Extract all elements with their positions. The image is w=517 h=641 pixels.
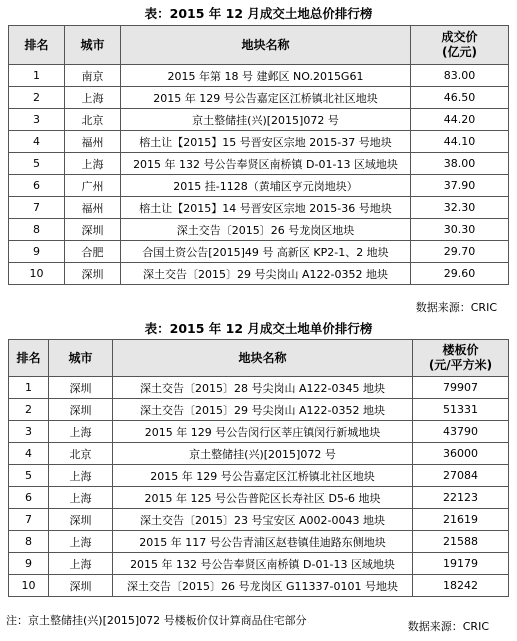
rank-cell: 8 xyxy=(9,219,65,241)
table-row xyxy=(9,575,509,597)
plot-name-cell: 深土交告〔2015〕29 号尖岗山 A122-0352 地块 xyxy=(121,263,411,285)
floor-price-header-unit: (元/平方米) xyxy=(428,358,493,372)
rank-cell: 9 xyxy=(9,553,49,575)
price-cell: 32.30 xyxy=(411,197,509,219)
city-cell: 上海 xyxy=(49,553,113,575)
table-row xyxy=(9,197,509,219)
floor-price-cell: 51331 xyxy=(413,399,509,421)
city-cell: 上海 xyxy=(49,465,113,487)
floor-price-cell: 22123 xyxy=(413,487,509,509)
city-cell: 上海 xyxy=(49,487,113,509)
floor-price-cell: 43790 xyxy=(413,421,509,443)
plot-name-cell: 榕土让【2015】14 号晋安区宗地 2015-36 号地块 xyxy=(121,197,411,219)
price-cell: 44.10 xyxy=(411,131,509,153)
table-row xyxy=(9,175,509,197)
table-row xyxy=(9,65,509,87)
table-row xyxy=(9,399,509,421)
city-cell: 深圳 xyxy=(49,509,113,531)
table-row xyxy=(9,465,509,487)
rank-cell: 1 xyxy=(9,65,65,87)
floor-price-cell: 36000 xyxy=(413,443,509,465)
city-cell: 深圳 xyxy=(49,575,113,597)
table-row xyxy=(9,241,509,263)
table-row xyxy=(9,109,509,131)
rank-cell: 10 xyxy=(9,575,49,597)
plot-name-cell: 2015 挂-1128（黄埔区亨元岗地块） xyxy=(121,175,411,197)
table-row xyxy=(9,131,509,153)
city-cell: 南京 xyxy=(65,65,121,87)
rank-cell: 6 xyxy=(9,175,65,197)
city-cell: 北京 xyxy=(65,109,121,131)
table-row xyxy=(9,87,509,109)
plot-name-cell: 2015 年 132 号公告奉贤区南桥镇 D-01-13 区域地块 xyxy=(121,153,411,175)
plot-name-cell: 2015 年 125 号公告普陀区长寿社区 D5-6 地块 xyxy=(113,487,413,509)
rank-cell: 6 xyxy=(9,487,49,509)
footnote: 注：京土整储挂(兴)[2015]072 号楼板价仅计算商品住宅部分 xyxy=(6,614,307,627)
total-price-ranking-table xyxy=(8,25,509,285)
unit-price-ranking-table xyxy=(8,339,509,597)
plot-name-cell: 2015 年 129 号公告闵行区莘庄镇闵行新城地块 xyxy=(113,421,413,443)
rank-cell: 4 xyxy=(9,131,65,153)
table-row xyxy=(9,509,509,531)
rank-cell: 3 xyxy=(9,421,49,443)
city-cell: 合肥 xyxy=(65,241,121,263)
price-cell: 30.30 xyxy=(411,219,509,241)
rank-cell: 8 xyxy=(9,531,49,553)
city-cell: 上海 xyxy=(49,421,113,443)
floor-price-cell: 21588 xyxy=(413,531,509,553)
table-row xyxy=(9,377,509,399)
table-row xyxy=(9,553,509,575)
city-cell: 上海 xyxy=(49,531,113,553)
city-cell: 深圳 xyxy=(49,377,113,399)
price-cell: 38.00 xyxy=(411,153,509,175)
city-cell: 上海 xyxy=(65,87,121,109)
rank-header: 排名 xyxy=(9,340,49,377)
city-cell: 广州 xyxy=(65,175,121,197)
rank-cell: 7 xyxy=(9,197,65,219)
floor-price-header xyxy=(413,340,509,377)
plot-name-cell: 深土交告〔2015〕26 号龙岗区地块 xyxy=(121,219,411,241)
city-cell: 北京 xyxy=(49,443,113,465)
transaction-price-header xyxy=(411,26,509,65)
city-header: 城市 xyxy=(49,340,113,377)
plot-name-cell: 深土交告〔2015〕28 号尖岗山 A122-0345 地块 xyxy=(113,377,413,399)
city-cell: 深圳 xyxy=(65,219,121,241)
city-cell: 深圳 xyxy=(65,263,121,285)
plot-name-cell: 京土整储挂(兴)[2015]072 号 xyxy=(113,443,413,465)
floor-price-cell: 27084 xyxy=(413,465,509,487)
rank-cell: 5 xyxy=(9,465,49,487)
plot-name-cell: 深土交告〔2015〕26 号龙岗区 G11337-0101 号地块 xyxy=(113,575,413,597)
rank-cell: 4 xyxy=(9,443,49,465)
table-header-row xyxy=(9,340,509,377)
rank-cell: 5 xyxy=(9,153,65,175)
rank-cell: 2 xyxy=(9,87,65,109)
rank-cell: 2 xyxy=(9,399,49,421)
rank-cell: 3 xyxy=(9,109,65,131)
transaction-price-header-unit: (亿元) xyxy=(442,45,477,59)
plot-name-cell: 2015 年 129 号公告嘉定区江桥镇北社区地块 xyxy=(113,465,413,487)
table-row xyxy=(9,531,509,553)
unit-price-data-source: 数据来源：CRIC xyxy=(407,620,489,633)
rank-cell: 10 xyxy=(9,263,65,285)
price-cell: 44.20 xyxy=(411,109,509,131)
plot-name-cell: 深土交告〔2015〕23 号宝安区 A002-0043 地块 xyxy=(113,509,413,531)
plot-name-cell: 深土交告〔2015〕29 号尖岗山 A122-0352 地块 xyxy=(113,399,413,421)
total-price-ranking-title: 表：2015 年 12 月成交土地总价排行榜 xyxy=(144,6,373,21)
floor-price-cell: 79907 xyxy=(413,377,509,399)
plot-name-cell: 2015 年第 18 号 建邺区 NO.2015G61 xyxy=(121,65,411,87)
city-cell: 福州 xyxy=(65,131,121,153)
price-cell: 83.00 xyxy=(411,65,509,87)
plot-name-cell: 2015 年 129 号公告嘉定区江桥镇北社区地块 xyxy=(121,87,411,109)
transaction-price-header-label: 成交价 xyxy=(441,30,478,44)
table-row xyxy=(9,421,509,443)
table-row xyxy=(9,219,509,241)
total-price-data-source: 数据来源：CRIC xyxy=(415,301,497,314)
table-row xyxy=(9,263,509,285)
price-cell: 46.50 xyxy=(411,87,509,109)
plot-name-cell: 2015 年 117 号公告青浦区赵巷镇佳迪路东侧地块 xyxy=(113,531,413,553)
city-cell: 上海 xyxy=(65,153,121,175)
plot-name-header: 地块名称 xyxy=(121,26,411,65)
floor-price-cell: 18242 xyxy=(413,575,509,597)
table-row xyxy=(9,487,509,509)
rank-header: 排名 xyxy=(9,26,65,65)
price-cell: 37.90 xyxy=(411,175,509,197)
rank-cell: 9 xyxy=(9,241,65,263)
plot-name-header: 地块名称 xyxy=(113,340,413,377)
table-row xyxy=(9,153,509,175)
city-cell: 福州 xyxy=(65,197,121,219)
floor-price-cell: 21619 xyxy=(413,509,509,531)
plot-name-cell: 京土整储挂(兴)[2015]072 号 xyxy=(121,109,411,131)
unit-price-ranking-title: 表：2015 年 12 月成交土地单价排行榜 xyxy=(144,321,373,336)
plot-name-cell: 榕土让【2015】15 号晋安区宗地 2015-37 号地块 xyxy=(121,131,411,153)
city-header: 城市 xyxy=(65,26,121,65)
rank-cell: 7 xyxy=(9,509,49,531)
floor-price-cell: 19179 xyxy=(413,553,509,575)
table-row xyxy=(9,443,509,465)
table-header-row xyxy=(9,26,509,65)
floor-price-header-label: 楼板价 xyxy=(442,343,479,357)
plot-name-cell: 2015 年 132 号公告奉贤区南桥镇 D-01-13 区域地块 xyxy=(113,553,413,575)
city-cell: 深圳 xyxy=(49,399,113,421)
price-cell: 29.60 xyxy=(411,263,509,285)
price-cell: 29.70 xyxy=(411,241,509,263)
rank-cell: 1 xyxy=(9,377,49,399)
plot-name-cell: 合国土资公告[2015]49 号 高新区 KP2-1、2 地块 xyxy=(121,241,411,263)
